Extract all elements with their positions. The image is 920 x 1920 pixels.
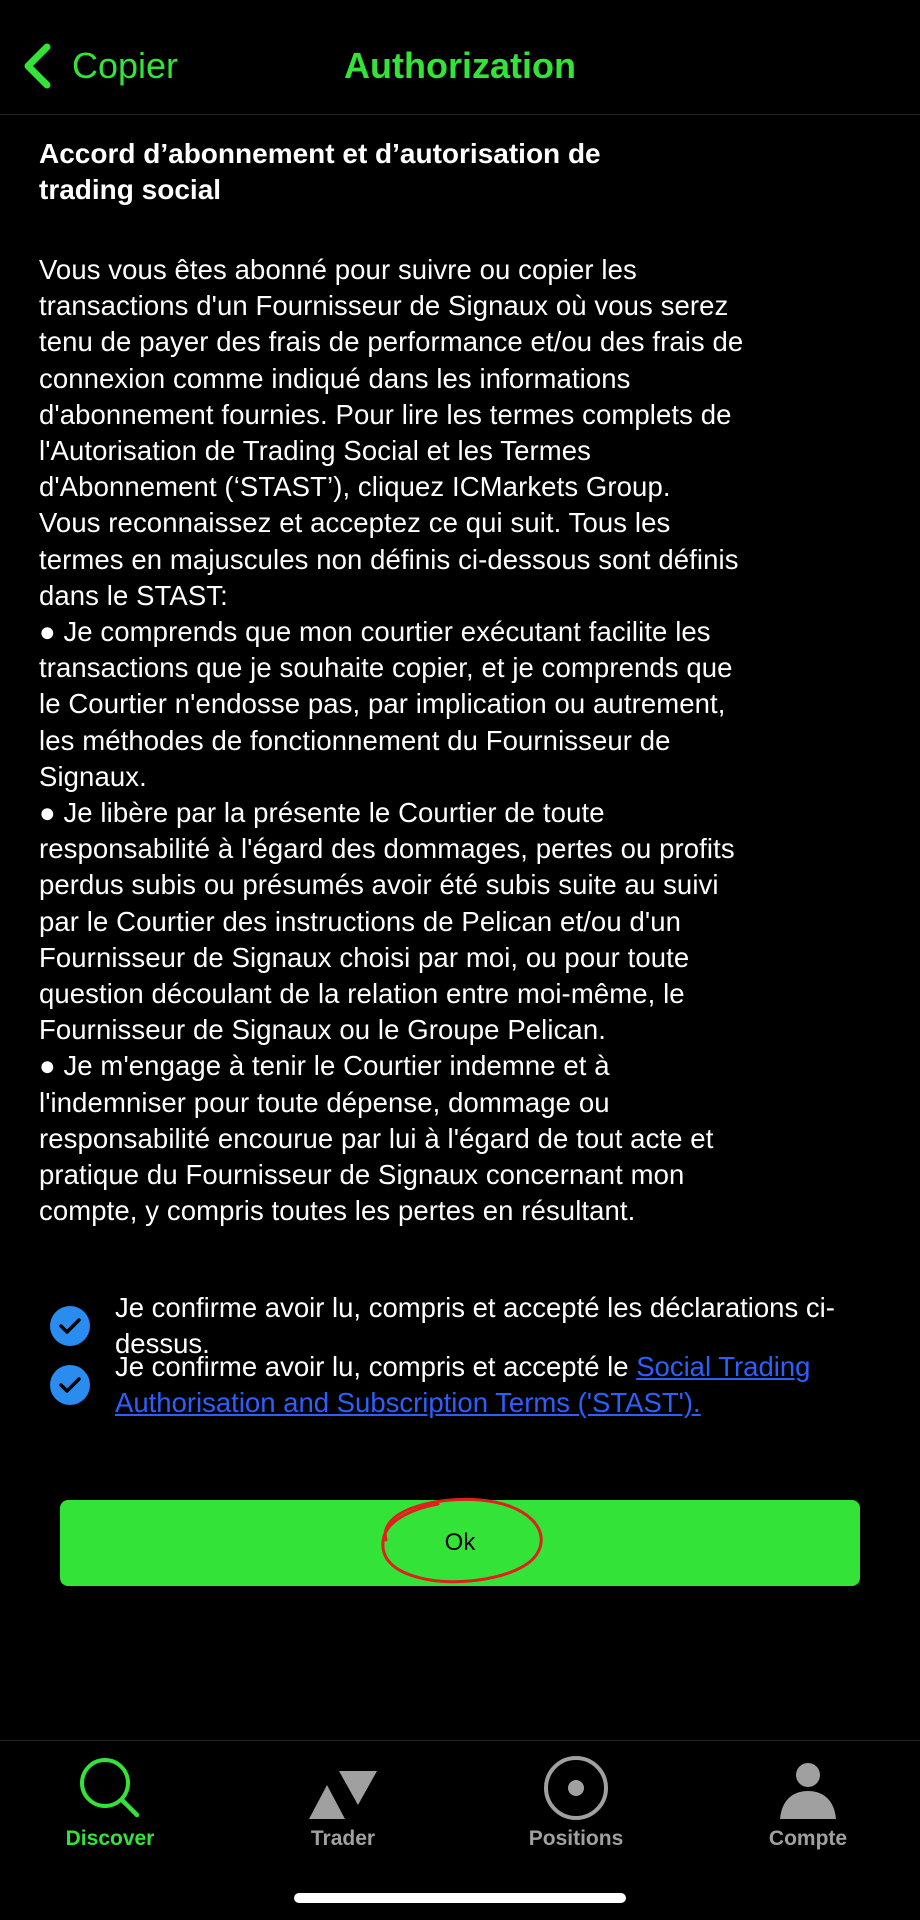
- tab-label-discover: Discover: [65, 1827, 155, 1850]
- positions-icon: [486, 1741, 666, 1821]
- confirmation-checkbox-2[interactable]: [50, 1365, 90, 1405]
- checkmark-icon: [58, 1316, 82, 1336]
- stast-terms-link[interactable]: Social Trading Authorisation and Subscription Terms ('STAST').: [115, 1351, 811, 1418]
- tab-discover[interactable]: [20, 1741, 200, 1861]
- confirmation-checkbox-1[interactable]: [50, 1306, 90, 1346]
- agreement-body: Vous vous êtes abonné pour suivre ou copier les transactions d'un Fournisseur de Signaux où vous serez tenu de payer des frais de performance et/ou des frais de connexion comme indiqué dans les informations d'abonnement fournies. Pour lire les termes complets de l'Autorisation de Trading Social et les Termes d'Abonnement (‘STAST’), cliquez ICMarkets Group. Vous reconnaissez et acceptez ce qui suit. Tous les termes en majuscules non définis ci-dessous sont définis dans le STAST: ● Je comprends que mon courtier exécutant facilite les transactions que je souhaite copier, et je comprends que le Courtier n'endosse pas, par implication ou autrement, les méthodes de fonctionnement du Fournisseur de Signaux. ● Je libère par la présente le Courtier de toute responsabilité à l'égard des dommages, pertes ou profits perdus subis ou présumés avoir été subis suite au suivi par le Courtier des instructions de Pelican et/ou d'un Fournisseur de Signaux choisi par moi, ou pour toute question découlant de la relation entre moi-même, le Fournisseur de Signaux ou le Groupe Pelican. ● Je m'engage à tenir le Courtier indemne et à l'indemniser pour toute dépense, dommage ou responsabilité encourue par lui à l'égard de tout acte et pratique du Fournisseur de Signaux concernant mon compte, y compris toutes les pertes en résultant.: [39, 254, 744, 1227]
- confirmation-text-2-prefix: Je confirme avoir lu, compris et accepté le: [115, 1351, 637, 1382]
- tab-label-compte: Compte: [768, 1827, 848, 1850]
- trader-icon: [253, 1741, 433, 1821]
- agreement-content: [39, 136, 884, 1229]
- account-icon: [718, 1741, 898, 1821]
- page-title: Authorization: [344, 45, 576, 86]
- tab-label-positions: Positions: [528, 1827, 624, 1850]
- confirmation-text-1: Je confirme avoir lu, compris et accepté les déclarations ci-dessus.: [115, 1292, 835, 1359]
- agreement-title: Accord d’abonnement et d’autorisation de trading social: [39, 138, 601, 205]
- tab-compte[interactable]: [718, 1741, 898, 1861]
- tab-trader[interactable]: [253, 1741, 433, 1861]
- checkmark-icon: [58, 1375, 82, 1395]
- confirmation-text-2: [115, 1349, 850, 1421]
- confirmation-row-2: [50, 1349, 850, 1421]
- nav-header: [0, 0, 920, 115]
- search-icon: [20, 1741, 200, 1821]
- tab-positions[interactable]: [486, 1741, 666, 1861]
- back-label: Copier: [72, 45, 179, 86]
- home-indicator: [294, 1893, 626, 1903]
- ok-button[interactable]: Ok: [60, 1500, 860, 1586]
- tab-label-trader: Trader: [310, 1827, 376, 1850]
